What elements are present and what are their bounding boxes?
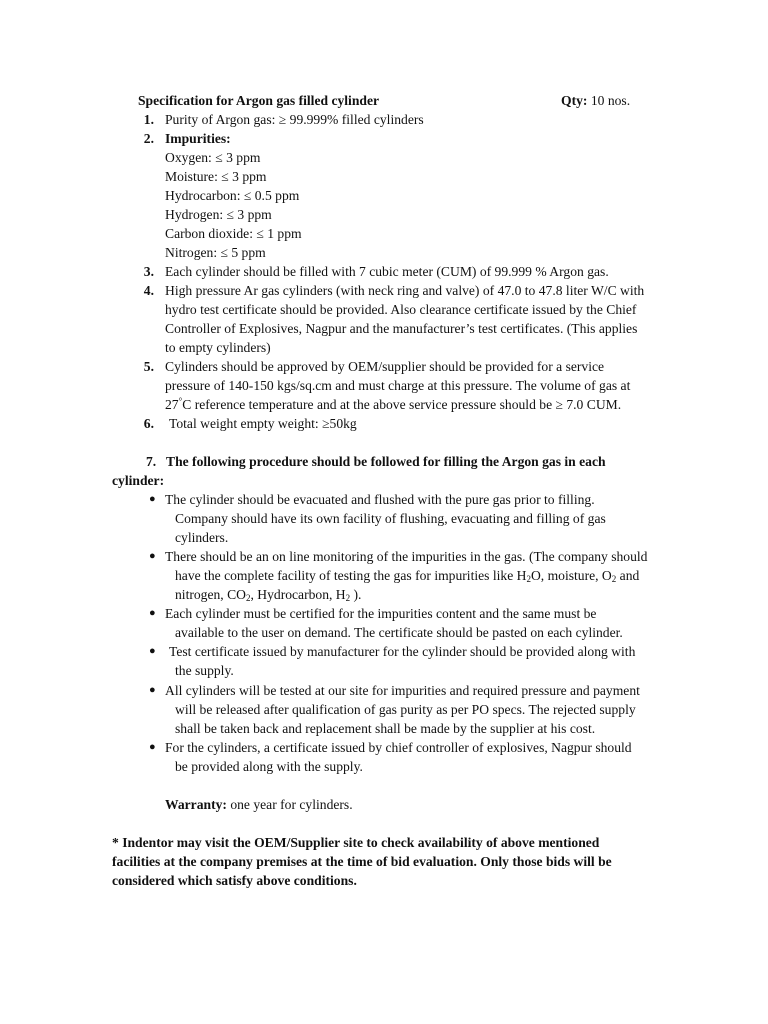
impurity-item: Moisture: ≤ 3 ppm — [165, 169, 267, 184]
indentor-note: * Indentor may visit the OEM/Supplier site to check availability of above mentioned facilities at the company premises at the time of bid evaluation. Only those bids will be considered which satisfy above conditions. — [112, 835, 612, 888]
impurities-heading: Impurities: — [165, 131, 231, 146]
qty — [561, 91, 630, 110]
item-number: 6. — [143, 416, 154, 431]
item-text: High pressure Ar gas cylinders (with neck ring and valve) of 47.0 to 47.8 liter W/C with hydro test certificate should be provided. Also clearance certificate issued by the Chief Controller of Explosives, Nagpur and the manufacturer’s test certificates. (This applies to empty cylinders) — [165, 283, 645, 355]
impurity-item: Hydrocarbon: ≤ 0.5 ppm — [165, 188, 300, 203]
item-number: 3. — [143, 264, 154, 279]
impurity-item: Nitrogen: ≤ 5 ppm — [165, 245, 266, 260]
item-number: 2. — [143, 131, 154, 146]
bullet-dot: ● — [149, 550, 156, 562]
bullet-dot: ● — [149, 684, 156, 696]
warranty-text: one year for cylinders. — [230, 797, 353, 812]
procedure-heading: The following procedure should be followed for filling the Argon gas in each — [166, 454, 606, 469]
bullet-dot: ● — [149, 493, 156, 505]
item-text: Total weight empty weight: ≥50kg — [169, 416, 357, 431]
item-number: 1. — [143, 112, 154, 127]
procedure-bullet: There should be an on line monitoring of the impurities in the gas. (The company should have the complete facility of testing the gas for impurities like $H_2O$, moisture, $O_2$ and nitrogen, $CO_2$, Hydrocarbon, $H_2$ ). — [165, 549, 648, 603]
warranty — [165, 795, 353, 814]
spec-title: Specification for Argon gas filled cylinder — [138, 93, 380, 108]
procedure-bullet: Each cylinder must be certified for the impurities content and the same must be available to the user on demand. The certificate should be pasted on each cylinder. — [165, 606, 623, 640]
warranty-label: Warranty: — [165, 797, 227, 812]
bullet-dot: ● — [149, 607, 156, 619]
procedure-number: 7. — [146, 454, 157, 469]
impurity-item: Carbon dioxide: ≤ 1 ppm — [165, 226, 302, 241]
impurity-item: Hydrogen: ≤ 3 ppm — [165, 207, 272, 222]
procedure-heading-cont: cylinder: — [112, 473, 165, 488]
qty-value: 10 nos. — [590, 93, 631, 108]
item-text: Each cylinder should be filled with 7 cubic meter (CUM) of 99.999 % Argon gas. — [165, 264, 609, 279]
procedure-bullet: The cylinder should be evacuated and flushed with the pure gas prior to filling. Company should have its own facility of flushing, evacuating and filling of gas cylinders. — [165, 492, 606, 545]
procedure-bullet: All cylinders will be tested at our site for impurities and required pressure and payment will be released after qualification of gas purity as per PO specs. The rejected supply shall be taken back and replacement shall be made by the supplier at his cost. — [165, 683, 640, 736]
item-number: 4. — [143, 283, 154, 298]
impurities-list — [165, 148, 302, 262]
impurity-item: Oxygen: ≤ 3 ppm — [165, 150, 261, 165]
item-number: 5. — [143, 359, 154, 374]
qty-label: Qty: — [561, 93, 588, 108]
item-text: Cylinders should be approved by OEM/supplier should be provided for a service pressure of 140-150 kgs/sq.cm and must charge at this pressure. The volume of gas at 27°C reference temperature and at the above service pressure should be ≥ 7.0 CUM. — [165, 359, 631, 412]
bullet-dot: ● — [149, 645, 156, 657]
item-text: Purity of Argon gas: ≥ 99.999% filled cylinders — [165, 112, 424, 127]
bullet-dot: ● — [149, 741, 156, 753]
procedure-bullet: For the cylinders, a certificate issued by chief controller of explosives, Nagpur should be provided along with the supply. — [165, 740, 632, 774]
procedure-bullet: Test certificate issued by manufacturer for the cylinder should be provided along with the supply. — [169, 644, 636, 678]
